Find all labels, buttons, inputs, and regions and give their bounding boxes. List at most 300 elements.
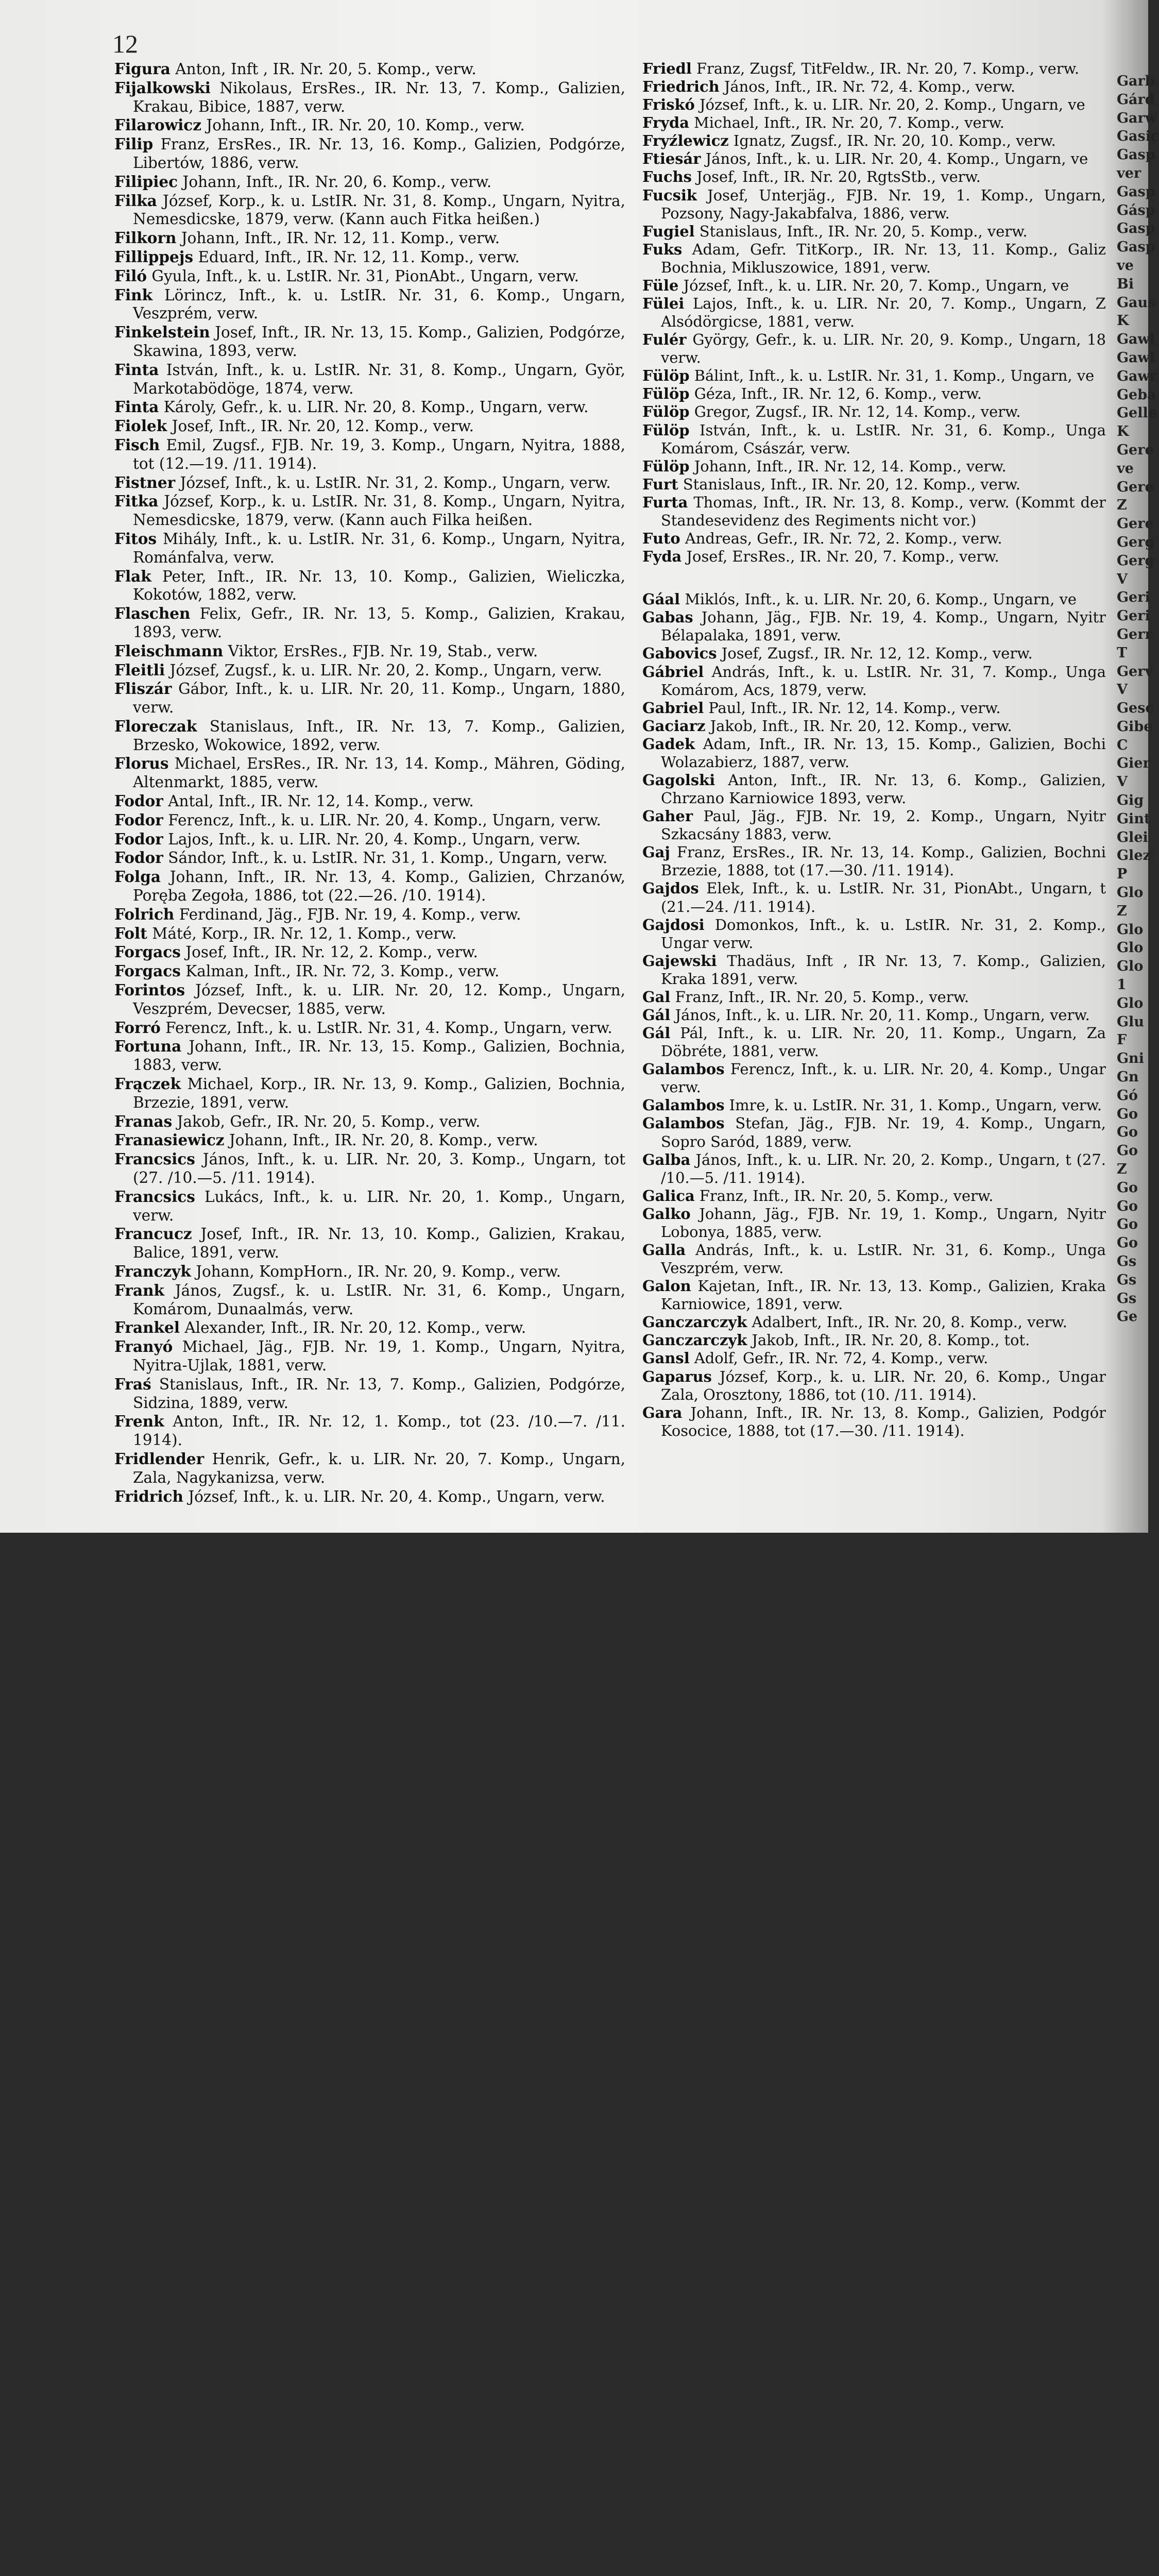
cropped-entry-fragment: K (1117, 313, 1129, 329)
entry-surname: Frączek (114, 1075, 181, 1093)
entry-details: Máté, Korp., IR. Nr. 12, 1. Komp., verw. (147, 924, 457, 942)
entry-surname: Fülöp (642, 367, 690, 385)
cropped-entry-fragment: Z (1117, 1161, 1127, 1178)
entry-details: Josef, ErsRes., IR. Nr. 20, 7. Komp., verw. (681, 548, 999, 566)
entry-details: Ferencz, Inft., k. u. LIR. Nr. 20, 4. Komp., Ungarn, verw. (163, 811, 601, 829)
entry-details: Stanislaus, Inft., IR. Nr. 20, 12. Komp., verw. (678, 475, 1021, 493)
entry-details: János, Inft., k. u. LIR. Nr. 20, 4. Komp., Ungarn, ve (701, 150, 1088, 168)
entry-details: Gyula, Inft., k. u. LstIR. Nr. 31, PionAbt., Ungarn, verw. (147, 267, 580, 285)
register-entry (642, 114, 1106, 132)
cropped-entry-fragment: Garb (1117, 73, 1155, 89)
register-entry (642, 331, 1106, 367)
register-entry (114, 905, 625, 924)
entry-surname: Fridlender (114, 1449, 204, 1468)
register-entry (114, 943, 625, 962)
entry-details: Pál, Inft., k. u. LIR. Nr. 20, 11. Komp., Ungarn, Za Döbréte, 1881, verw. (661, 1024, 1106, 1060)
register-entry (642, 645, 1106, 663)
entry-details: Stanislaus, Inft., IR. Nr. 20, 5. Komp., verw. (694, 222, 1028, 240)
register-entry (642, 1277, 1106, 1313)
register-entry (114, 323, 625, 361)
entry-details: Henrik, Gefr., k. u. LIR. Nr. 20, 7. Komp., Ungarn, Zala, Nagykanizsa, verw. (133, 1450, 625, 1486)
entry-details: Imre, k. u. LstIR. Nr. 31, 1. Komp., Ungarn, verw. (724, 1096, 1102, 1114)
entry-surname: Friedl (642, 60, 692, 77)
register-entry (642, 78, 1106, 96)
entry-surname: Franas (114, 1112, 173, 1130)
cropped-entry-fragment: Glo (1117, 921, 1144, 938)
entry-surname: Fliszár (114, 680, 172, 698)
entry-surname: Fistner (114, 473, 176, 492)
cropped-entry-fragment: Gn (1117, 1069, 1139, 1086)
entry-surname: Gaciarz (642, 717, 706, 735)
register-entry (642, 150, 1106, 168)
cropped-entry-fragment: Glo (1117, 885, 1144, 901)
cropped-entry-fragment: Gasp (1117, 147, 1155, 163)
register-entry (114, 1487, 625, 1506)
entry-details: József, Inft., k. u. LIR. Nr. 20, 4. Komp., Ungarn, verw. (183, 1487, 605, 1505)
entry-details: András, Inft., k. u. LstIR. Nr. 31, 6. Komp., Unga Veszprém, verw. (661, 1241, 1106, 1277)
entry-surname: Francucz (114, 1225, 192, 1243)
entry-surname: Gabovics (642, 645, 717, 663)
entry-details: Miklós, Inft., k. u. LIR. Nr. 20, 6. Komp., Ungarn, ve (680, 590, 1077, 608)
entry-details: János, Zugsf., k. u. LstIR. Nr. 31, 6. Komp., Ungarn, Komárom, Dunaalmás, verw. (133, 1281, 625, 1318)
register-entry (114, 173, 625, 192)
entry-surname: Gajdosi (642, 916, 705, 934)
register-entry (114, 248, 625, 267)
entry-surname: Frenk (114, 1412, 164, 1431)
register-entry (114, 1075, 625, 1112)
register-entry (114, 473, 625, 493)
entry-surname: Fitos (114, 529, 157, 548)
register-entry (642, 1404, 1106, 1440)
entry-details: Johann, Jäg., FJB. Nr. 19, 1. Komp., Ungarn, Nyitr Lobonya, 1885, verw. (661, 1205, 1106, 1241)
entry-surname: Fink (114, 285, 153, 304)
entry-details: Johann, Inft., IR. Nr. 20, 8. Komp., verw. (224, 1131, 538, 1149)
entry-surname: Fryźlewicz (642, 132, 729, 150)
register-entry (642, 1331, 1106, 1349)
register-entry (114, 1450, 625, 1487)
entry-details: Johann, Jäg., FJB. Nr. 19, 4. Komp., Ungarn, Nyitr Bélapalaka, 1891, verw. (661, 608, 1106, 645)
entry-details: Michael, ErsRes., IR. Nr. 13, 14. Komp., Mähren, Göding, Altenmarkt, 1885, verw. (133, 755, 625, 791)
entry-surname: Francsics (114, 1187, 195, 1206)
entry-details: József, Inft., k. u. LIR. Nr. 20, 12. Komp., Ungarn, Veszprém, Devecser, 1885, verw. (133, 981, 625, 1018)
entry-details: János, Inft., IR. Nr. 72, 4. Komp., verw. (719, 78, 1016, 96)
register-entry (642, 241, 1106, 277)
cropped-entry-fragment: Go (1117, 1143, 1138, 1159)
entry-details: Kajetan, Inft., IR. Nr. 13, 13. Komp., Galizien, Kraka Karniowice, 1891, verw. (661, 1277, 1106, 1313)
entry-details: Josef, Inft., IR. Nr. 13, 10. Komp., Galizien, Krakau, Balice, 1891, verw. (133, 1225, 625, 1262)
cropped-entry-fragment: Gawr (1117, 368, 1157, 384)
entry-details: Franz, ErsRes., IR. Nr. 13, 16. Komp., Galizien, Podgórze, Libertów, 1886, verw. (133, 135, 625, 172)
register-entry (114, 680, 625, 717)
entry-details: Adam, Gefr. TitKorp., IR. Nr. 13, 11. Komp., Galiz Bochnia, Mikluszowice, 1891, verw. (661, 240, 1106, 276)
entry-surname: Flaschen (114, 604, 191, 623)
cropped-entry-fragment: V (1117, 682, 1128, 698)
entry-surname: Gábriel (642, 663, 704, 681)
entry-details: Josef, Inft., IR. Nr. 20, 12. Komp., verw. (167, 417, 474, 435)
entry-details: Johann, Inft., IR. Nr. 20, 6. Komp., verw. (178, 173, 492, 191)
register-entry (642, 1060, 1106, 1096)
entry-details: Anton, Inft., IR. Nr. 12, 1. Komp., tot (23. /10.—7. /11. 1914). (133, 1413, 625, 1449)
register-entry (114, 868, 625, 905)
entry-surname: Filó (114, 266, 147, 285)
entry-details: Eduard, Inft., IR. Nr. 12, 11. Komp., verw. (193, 248, 520, 266)
cropped-entry-fragment: Gs (1117, 1290, 1137, 1307)
register-entry (642, 916, 1106, 952)
register-entry (642, 843, 1106, 879)
entry-details: Michael, Inft., IR. Nr. 20, 7. Komp., verw. (689, 114, 1004, 132)
entry-surname: Gaher (642, 807, 693, 825)
entry-details: Antal, Inft., IR. Nr. 12, 14. Komp., verw. (163, 792, 474, 810)
entry-details: Johann, Inft., IR. Nr. 12, 14. Komp., verw. (689, 457, 1007, 475)
entry-surname: Finta (114, 360, 159, 379)
entry-details: Anton, Inft , IR. Nr. 20, 5. Komp., verw. (170, 60, 476, 78)
cropped-entry-fragment: Gerr (1117, 626, 1152, 642)
register-entry (114, 981, 625, 1019)
entry-details: Domonkos, Inft., k. u. LstIR. Nr. 31, 2. Komp., Ungar verw. (661, 916, 1106, 952)
register-entry (642, 168, 1106, 186)
entry-surname: Friskó (642, 96, 695, 114)
register-entry (642, 1187, 1106, 1205)
cropped-entry-fragment: Gerg (1117, 552, 1155, 569)
cropped-entry-fragment: Geri (1117, 608, 1150, 624)
entry-surname: Fülöp (642, 457, 690, 475)
entry-surname: Finkelstein (114, 323, 210, 342)
cropped-entry-fragment: Gerv (1117, 663, 1153, 680)
entry-details: István, Inft., k. u. LstIR. Nr. 31, 6. Komp., Unga Komárom, Császár, verw. (661, 421, 1106, 457)
register-entry (114, 1131, 625, 1150)
cropped-entry-fragment: F (1117, 1032, 1127, 1048)
entry-details: József, Korp., k. u. LstIR. Nr. 31, 8. Komp., Ungarn, Nyitra, Nemesdicske, 1879, verw. (Kann auch Fitka heißen.) (133, 192, 625, 228)
register-entry (642, 1349, 1106, 1367)
entry-surname: Fodor (114, 849, 163, 867)
entry-details: Josef, Inft., IR. Nr. 13, 15. Komp., Galizien, Podgórze, Skawina, 1893, verw. (133, 324, 625, 360)
cropped-entry-fragment: C (1117, 737, 1128, 753)
register-entry (114, 116, 625, 135)
register-entry (642, 988, 1106, 1006)
register-entry (114, 1412, 625, 1450)
entry-surname: Futo (642, 530, 680, 548)
cropped-entry-fragment: Gni (1117, 1050, 1144, 1067)
entry-surname: Forgacs (114, 962, 181, 980)
entry-surname: Galambos (642, 1060, 725, 1078)
entry-details: Nikolaus, ErsRes., IR. Nr. 13, 7. Komp., Galizien, Krakau, Bibice, 1887, verw. (133, 79, 625, 115)
entry-details: Paul, Jäg., FJB. Nr. 19, 2. Komp., Ungarn, Nyitr Szkacsány 1883, verw. (661, 807, 1106, 843)
entry-surname: Fugiel (642, 222, 695, 240)
entry-surname: Galica (642, 1187, 695, 1205)
entry-surname: Fuks (642, 240, 683, 258)
section-gap (642, 566, 1106, 590)
cropped-entry-fragment: Glei (1117, 829, 1148, 845)
entry-surname: Galko (642, 1205, 691, 1223)
entry-details: Peter, Inft., IR. Nr. 13, 10. Komp., Galizien, Wieliczka, Kokotów, 1882, verw. (133, 567, 625, 604)
entry-details: Jakob, Inft., IR. Nr. 20, 12. Komp., verw. (705, 717, 1012, 735)
entry-details: Josef, Inft., IR. Nr. 20, RgtsStb., verw. (691, 168, 981, 186)
cropped-entry-fragment: Geba (1117, 386, 1156, 403)
register-entry (114, 286, 625, 324)
entry-details: János, Inft., k. u. LIR. Nr. 20, 2. Komp., Ungarn, t (27. /10.—5. /11. 1914). (661, 1150, 1106, 1187)
register-entry (114, 135, 625, 173)
entry-surname: Galambos (642, 1096, 725, 1114)
entry-details: Paul, Inft., IR. Nr. 12, 14. Komp., verw. (704, 699, 1001, 717)
register-entry (114, 1150, 625, 1188)
entry-details: István, Inft., k. u. LstIR. Nr. 31, 8. Komp., Ungarn, Györ, Markotabödöge, 1874, verw. (133, 361, 625, 397)
entry-surname: Gaparus (642, 1367, 712, 1385)
entry-details: Bálint, Inft., k. u. LstIR. Nr. 31, 1. Komp., Ungarn, ve (689, 367, 1095, 385)
entry-surname: Fülei (642, 295, 685, 313)
entry-surname: Fülöp (642, 403, 690, 421)
register-entry (642, 699, 1106, 717)
cropped-entry-fragment: Gere (1117, 516, 1154, 532)
cropped-entry-fragment: K (1117, 423, 1129, 440)
entry-details: Lajos, Inft., k. u. LIR. Nr. 20, 4. Komp., Ungarn, verw. (163, 830, 581, 848)
entry-surname: Friedrich (642, 78, 720, 96)
entry-surname: Fulér (642, 331, 687, 349)
register-entry (114, 924, 625, 943)
cropped-entry-fragment: Gier (1117, 755, 1150, 772)
cropped-entry-fragment: Gelle (1117, 405, 1157, 421)
cropped-entry-fragment: Gig (1117, 792, 1144, 809)
entry-surname: Fodor (114, 829, 163, 848)
register-entry (114, 436, 625, 473)
cropped-entry-fragment: Gint (1117, 810, 1151, 827)
entry-surname: Gagolski (642, 771, 715, 789)
register-entry (114, 267, 625, 286)
register-entry (642, 277, 1106, 295)
entry-details: Stefan, Jäg., FJB. Nr. 19, 4. Komp., Ungarn, Sopro Saród, 1889, verw. (661, 1114, 1106, 1150)
entry-surname: Fillippejs (114, 247, 194, 266)
cropped-entry-fragment: ve (1117, 460, 1134, 477)
entry-details: Elek, Inft., k. u. LstIR. Nr. 31, PionAbt., Ungarn, t (21.—24. /11. 1914). (661, 879, 1106, 916)
register-entry (114, 717, 625, 755)
entry-details: József, Inft., k. u. LstIR. Nr. 31, 2. Komp., Ungarn, verw. (175, 473, 611, 492)
register-entry (642, 421, 1106, 457)
entry-surname: Fodor (114, 792, 163, 810)
entry-details: Gregor, Zugsf., IR. Nr. 12, 14. Komp., verw. (689, 403, 1021, 421)
register-entry (642, 717, 1106, 735)
cropped-entry-fragment: Gibe (1117, 718, 1153, 735)
entry-details: Adam, Inft., IR. Nr. 13, 15. Komp., Galizien, Bochi Wolazabierz, 1887, verw. (661, 735, 1106, 771)
cropped-entry-fragment: Gawl (1117, 349, 1155, 366)
register-entry (114, 1318, 625, 1337)
entry-surname: Francsics (114, 1150, 195, 1168)
entry-surname: Ftiesár (642, 150, 701, 168)
cropped-entry-fragment: 1 (1117, 977, 1127, 993)
entry-surname: Filip (114, 135, 154, 154)
register-entry (114, 192, 625, 229)
register-entry (114, 417, 625, 436)
entry-details: Thomas, Inft., IR. Nr. 13, 8. Komp., verw. (Kommt der Standesevidenz des Regiments nicht vor.) (661, 493, 1106, 529)
entry-details: Mihály, Inft., k. u. LstIR. Nr. 31, 6. Komp., Ungarn, Nyitra, Románfalva, verw. (133, 530, 625, 566)
entry-surname: Fortuna (114, 1037, 182, 1056)
register-entry (114, 811, 625, 830)
entry-surname: Franyó (114, 1337, 173, 1356)
entry-surname: Forró (114, 1018, 161, 1037)
cropped-entry-fragment: ve (1117, 257, 1134, 274)
register-entry (114, 962, 625, 981)
entry-surname: Galambos (642, 1114, 725, 1132)
cropped-entry-fragment: Go (1117, 1179, 1138, 1196)
cropped-entry-fragment: Go (1117, 1235, 1138, 1251)
entry-details: Franz, ErsRes., IR. Nr. 13, 14. Komp., Galizien, Bochni Brzezie, 1888, tot (17.—30. /11. 1914). (661, 843, 1106, 879)
cropped-entry-fragment: Gere (1117, 442, 1154, 458)
cropped-entry-fragment: Gere (1117, 479, 1154, 495)
entry-details: József, Korp., k. u. LstIR. Nr. 31, 8. Komp., Ungarn, Nyitra, Nemesdicske, 1879, verw. (Kann auch Filka heißen. (133, 493, 625, 529)
register-entry (114, 530, 625, 567)
entry-surname: Gál (642, 1006, 671, 1024)
register-entry (642, 735, 1106, 771)
register-entry (642, 879, 1106, 916)
entry-details: József, Inft., k. u. LIR. Nr. 20, 2. Komp., Ungarn, ve (694, 96, 1085, 114)
register-entry (114, 1019, 625, 1038)
register-entry (114, 361, 625, 398)
entry-surname: Fodor (114, 810, 163, 829)
register-entry (114, 792, 625, 811)
entry-surname: Gal (642, 988, 671, 1006)
entry-surname: Filkorn (114, 229, 177, 247)
entry-details: Alexander, Inft., IR. Nr. 20, 12. Komp., verw. (179, 1319, 526, 1337)
entry-surname: Fraś (114, 1375, 151, 1393)
entry-surname: Galba (642, 1150, 691, 1168)
cropped-entry-fragment: Go (1117, 1198, 1138, 1214)
cropped-entry-fragment: Gó (1117, 1087, 1138, 1104)
entry-details: András, Inft., k. u. LstIR. Nr. 31, 7. Komp., Unga Komárom, Acs, 1879, verw. (661, 663, 1106, 699)
register-entry (114, 60, 625, 79)
entry-details: Adalbert, Inft., IR. Nr. 20, 8. Komp., verw. (747, 1313, 1067, 1331)
cropped-entry-fragment: Gásp (1117, 202, 1155, 218)
entry-surname: Folrich (114, 905, 175, 923)
register-entry (642, 1096, 1106, 1114)
entry-details: Lajos, Inft., k. u. LIR. Nr. 20, 7. Komp., Ungarn, Z Alsódörgicse, 1881, verw. (661, 295, 1106, 331)
register-entry (642, 608, 1106, 645)
entry-surname: Forintos (114, 981, 185, 999)
register-entry (114, 229, 625, 248)
cropped-entry-fragment: T (1117, 645, 1128, 661)
register-entry (642, 1241, 1106, 1277)
entry-surname: Filarowicz (114, 116, 202, 134)
cropped-entry-fragment: Gárd (1117, 91, 1155, 108)
register-entry (642, 367, 1106, 385)
cropped-entry-fragment: Gerg (1117, 534, 1155, 550)
entry-details: Josef, Unterjäg., FJB. Nr. 19, 1. Komp., Ungarn, Pozsony, Nagy-Jakabfalva, 1886, verw. (661, 186, 1106, 222)
register-entry (114, 849, 625, 868)
register-entry (642, 457, 1106, 476)
entry-surname: Florus (114, 754, 169, 773)
entry-surname: Fleischmann (114, 641, 224, 660)
register-entry (114, 642, 625, 661)
entry-details: Johann, Inft., IR. Nr. 20, 10. Komp., verw. (201, 116, 525, 134)
entry-surname: Figura (114, 60, 171, 78)
entry-surname: Galla (642, 1241, 686, 1259)
cropped-entry-fragment: Ge (1117, 1309, 1138, 1325)
entry-surname: Folt (114, 924, 147, 942)
register-entry (642, 952, 1106, 988)
register-entry (642, 476, 1106, 494)
register-entry (642, 187, 1106, 223)
entry-surname: Fijalkowski (114, 78, 211, 97)
entry-surname: Gabriel (642, 699, 704, 717)
page-number: 12 (112, 29, 138, 58)
register-entry (114, 1337, 625, 1375)
entry-surname: Franczyk (114, 1262, 191, 1280)
entry-details: Emil, Zugsf., FJB. Nr. 19, 3. Komp., Ungarn, Nyitra, 1888, tot (12.—19. /11. 1914). (133, 436, 625, 472)
register-entry (642, 807, 1106, 843)
entry-surname: Folga (114, 868, 161, 886)
cropped-entry-fragment: Z (1117, 497, 1127, 514)
entry-surname: Ganczarczyk (642, 1331, 747, 1349)
entry-surname: Galon (642, 1277, 691, 1295)
register-entry (114, 1225, 625, 1262)
entry-surname: Gáal (642, 590, 680, 608)
entry-surname: Frank (114, 1281, 164, 1299)
cropped-entry-fragment: Go (1117, 1124, 1138, 1141)
entry-details: Johann, Inft., IR. Nr. 13, 4. Komp., Galizien, Chrzanów, Poręba Zegoła, 1886, tot (22.—26. /10. 1914). (133, 868, 625, 905)
register-entry (114, 1375, 625, 1413)
middle-column (642, 60, 1106, 1440)
entry-details: József, Inft., k. u. LIR. Nr. 20, 7. Komp., Ungarn, ve (678, 276, 1069, 294)
cropped-entry-fragment: Gawl (1117, 331, 1155, 348)
cropped-entry-fragment: Gasp (1117, 221, 1155, 237)
entry-surname: Gadek (642, 735, 695, 753)
entry-surname: Gajewski (642, 952, 717, 970)
entry-surname: Gaj (642, 843, 670, 861)
register-entry (642, 1368, 1106, 1404)
cropped-entry-fragment: Geri (1117, 589, 1150, 606)
register-entry (642, 1205, 1106, 1241)
left-column (114, 60, 625, 1506)
entry-details: György, Gefr., k. u. LIR. Nr. 20, 9. Komp., Ungarn, 18 verw. (661, 331, 1106, 367)
register-entry (114, 754, 625, 792)
cropped-entry-fragment: Glo (1117, 940, 1144, 956)
entry-surname: Gansl (642, 1349, 690, 1367)
entry-details: János, Inft., k. u. LIR. Nr. 20, 3. Komp., Ungarn, tot (27. /10.—5. /11. 1914). (133, 1150, 625, 1187)
cropped-entry-fragment: Gesc (1117, 700, 1154, 717)
cropped-entry-fragment: V (1117, 571, 1128, 587)
entry-details: Sándor, Inft., k. u. LstIR. Nr. 31, 1. Komp., Ungarn, verw. (163, 849, 608, 867)
entry-details: Károly, Gefr., k. u. LIR. Nr. 20, 8. Komp., Ungarn, verw. (159, 398, 589, 416)
cropped-entry-fragment: Garw (1117, 110, 1157, 126)
register-entry (642, 663, 1106, 699)
entry-details: Franz, Inft., IR. Nr. 20, 5. Komp., verw. (694, 1187, 994, 1205)
entry-details: Felix, Gefr., IR. Nr. 13, 5. Komp., Galizien, Krakau, 1893, verw. (133, 605, 625, 641)
cropped-entry-fragment: Glo (1117, 995, 1144, 1011)
entry-surname: Fitka (114, 492, 159, 511)
register-entry (114, 661, 625, 680)
entry-details: Michael, Korp., IR. Nr. 13, 9. Komp., Galizien, Bochnia, Brzezie, 1891, verw. (133, 1075, 625, 1111)
cropped-entry-fragment: Gasp (1117, 239, 1155, 256)
entry-details: József, Korp., k. u. LIR. Nr. 20, 6. Komp., Ungar Zala, Orosztony, 1886, tot (10. /11. 1914). (661, 1367, 1106, 1403)
cropped-entry-fragment: V (1117, 774, 1128, 790)
entry-details: Ferencz, Inft., k. u. LstIR. Nr. 31, 4. Komp., Ungarn, verw. (160, 1019, 612, 1037)
entry-details: Lukács, Inft., k. u. LIR. Nr. 20, 1. Komp., Ungarn, verw. (133, 1188, 625, 1224)
cropped-entry-fragment: ver (1117, 165, 1141, 181)
entry-details: Kalman, Inft., IR. Nr. 72, 3. Komp., verw. (180, 962, 500, 980)
entry-details: Ignatz, Zugsf., IR. Nr. 20, 10. Komp., verw. (728, 132, 1056, 150)
entry-surname: Fülöp (642, 385, 690, 403)
entry-surname: Filipiec (114, 172, 178, 191)
register-entry (114, 1281, 625, 1319)
entry-details: Ferencz, Inft., k. u. LIR. Nr. 20, 4. Komp., Ungar verw. (661, 1060, 1106, 1096)
register-entry (114, 567, 625, 605)
entry-details: Josef, Inft., IR. Nr. 12, 2. Komp., verw. (180, 943, 478, 961)
entry-details: Ferdinand, Jäg., FJB. Nr. 19, 4. Komp., verw. (174, 905, 521, 923)
register-entry (642, 132, 1106, 150)
entry-surname: Franasiewicz (114, 1131, 225, 1149)
cropped-entry-fragment: Go (1117, 1106, 1138, 1122)
cropped-entry-fragment: Go (1117, 1216, 1138, 1233)
cropped-entry-fragment: Gasp (1117, 183, 1155, 200)
register-entry (642, 530, 1106, 548)
entry-details: Johann, KompHorn., IR. Nr. 20, 9. Komp., verw. (191, 1263, 561, 1280)
